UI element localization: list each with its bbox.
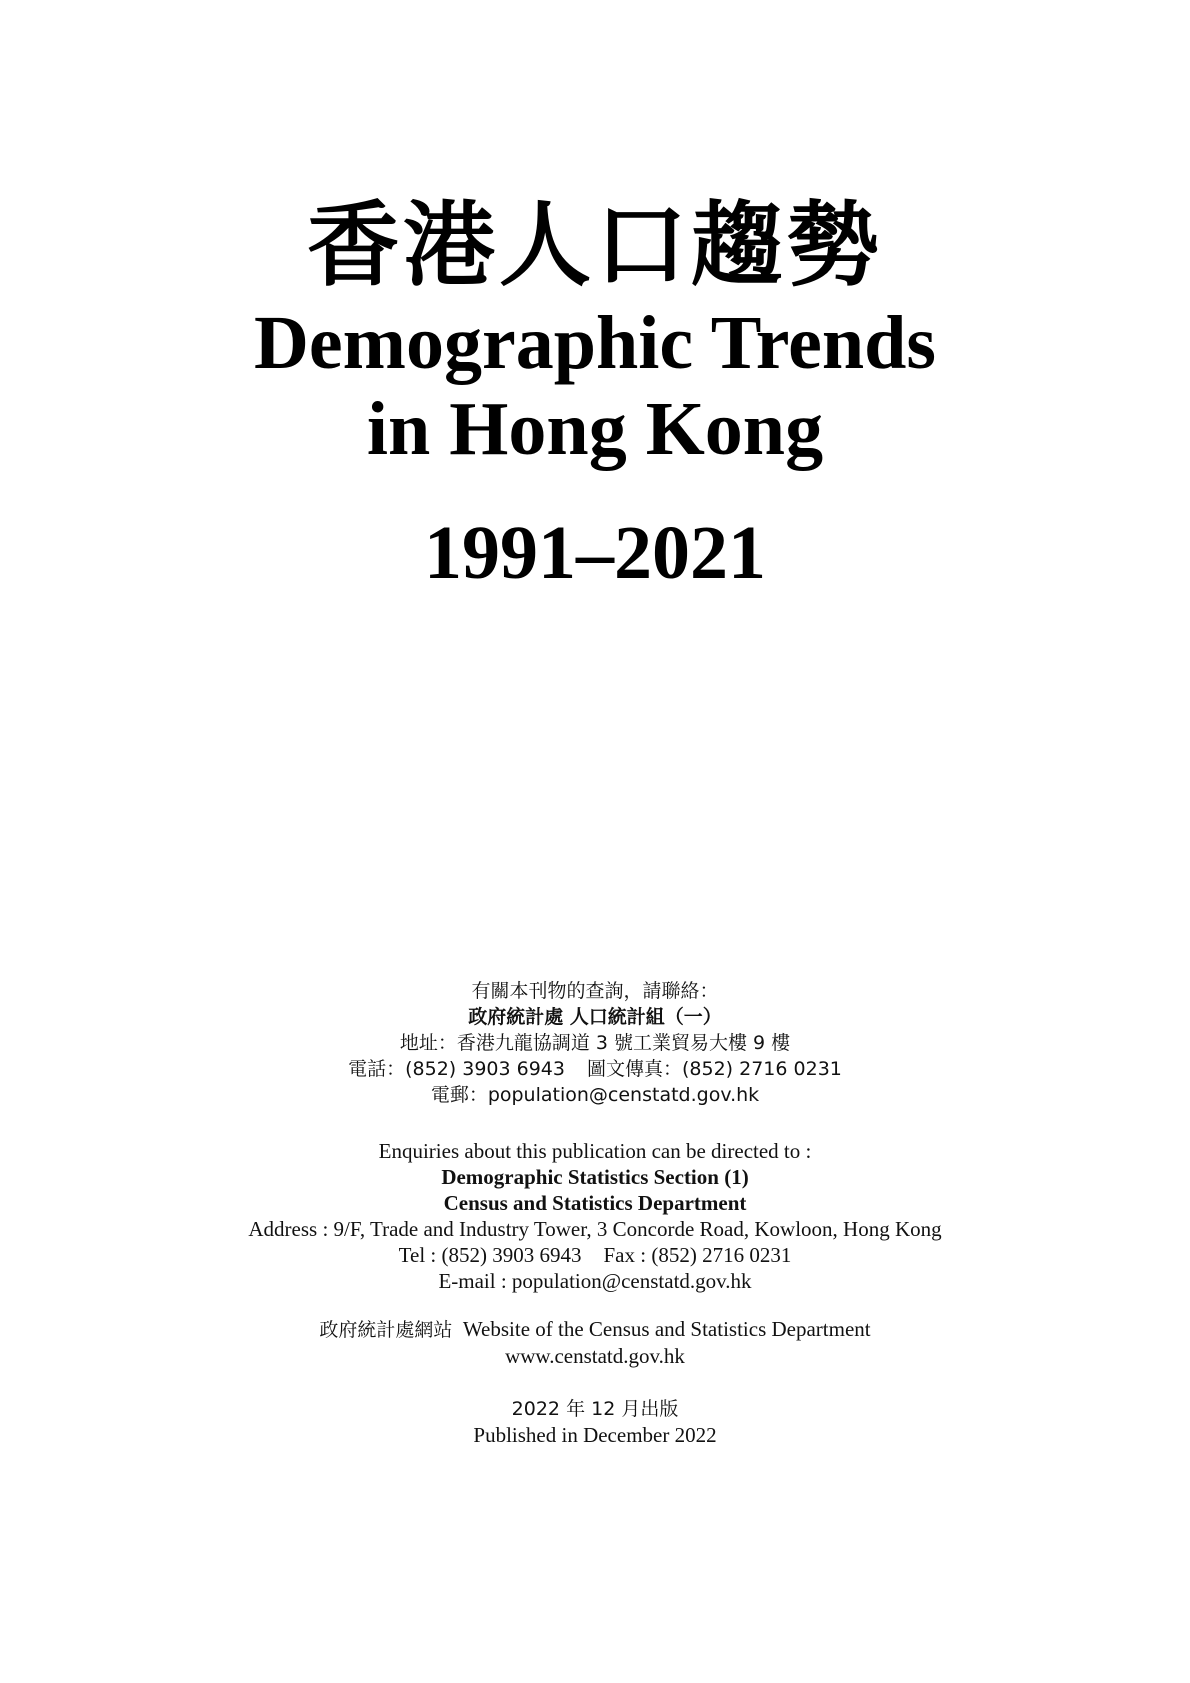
website-label: [0, 1316, 1190, 1343]
contact-en-email: E-mail : population@censtatd.gov.hk: [438, 1269, 752, 1293]
contact-zh-fax: 圖文傳真：(852) 2716 0231: [587, 1058, 842, 1080]
contact-en-tel: Tel : (852) 3903 6943: [398, 1243, 582, 1267]
contact-zh-address: 地址：香港九龍協調道 3 號工業貿易大樓 9 樓: [399, 1032, 791, 1054]
publication-date-zh: 2022 年 12 月出版: [511, 1398, 679, 1420]
contact-en-section: Demographic Statistics Section (1): [441, 1165, 749, 1189]
contact-zh-intro: 有關本刊物的查詢，請聯絡：: [471, 980, 719, 1002]
contact-en-phone-fax: [0, 1242, 1190, 1268]
publication-info: [0, 1396, 1190, 1448]
contact-en-department: Census and Statistics Department: [443, 1191, 747, 1215]
title-chinese: 香港人口趨勢: [306, 191, 883, 299]
contact-zh-section: 政府統計處 人口統計組（一）: [468, 1006, 722, 1028]
title-english-line-1: Demographic Trends: [254, 301, 936, 385]
title-english: [0, 300, 1190, 472]
website-info: [0, 1316, 1190, 1369]
contact-en-intro: Enquiries about this publication can be directed to :: [378, 1139, 812, 1163]
title-english-line-2: in Hong Kong: [366, 387, 824, 471]
website-url-link[interactable]: www.censtatd.gov.hk: [505, 1344, 685, 1368]
title-years: 1991–2021: [424, 511, 766, 595]
contact-chinese: [0, 978, 1190, 1108]
contact-en-address: Address : 9/F, Trade and Industry Tower, 3 Concorde Road, Kowloon, Hong Kong: [248, 1217, 942, 1241]
website-label-en: Website of the Census and Statistics Department: [462, 1317, 871, 1341]
website-label-zh: 政府統計處網站: [319, 1319, 453, 1341]
contact-en-fax: Fax : (852) 2716 0231: [603, 1243, 792, 1267]
contact-zh-phone-fax: [0, 1056, 1190, 1082]
publication-date-en: Published in December 2022: [473, 1423, 717, 1447]
contact-english: [0, 1138, 1190, 1294]
contact-zh-email: 電郵：population@censtatd.gov.hk: [430, 1084, 760, 1106]
contact-zh-tel: 電話：(852) 3903 6943: [348, 1058, 565, 1080]
